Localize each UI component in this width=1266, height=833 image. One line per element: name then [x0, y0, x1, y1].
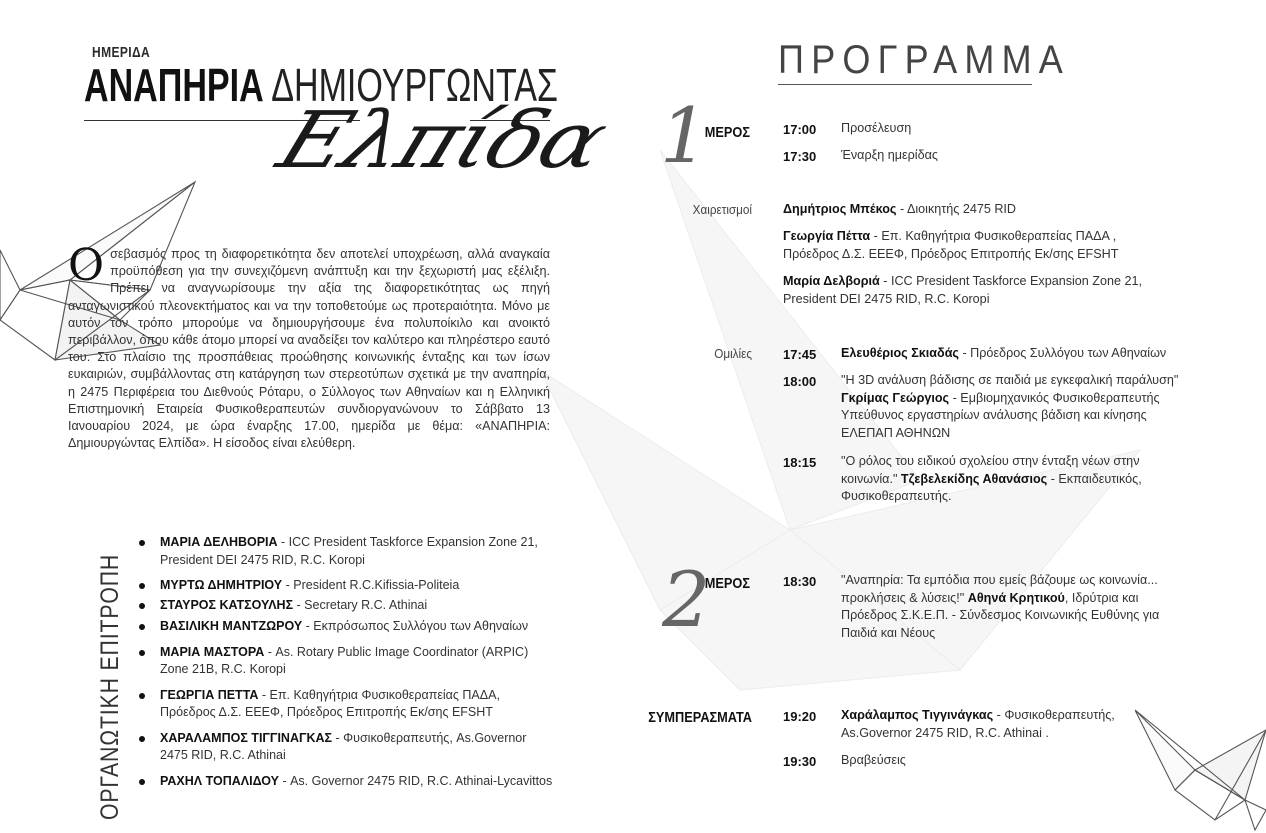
item-1700: Προσέλευση [841, 121, 912, 135]
event-title-light: ΔΗΜΙΟΥΡΓΩΝΤΑΣ [271, 59, 558, 111]
time-1800: 18:00 [783, 374, 817, 389]
committee-vertical-label: ΟΡΓΑΝΩΤΙΚΗ ΕΠΙΤΡΟΠΗ [96, 553, 124, 820]
item-1815: "Ο ρόλος του ειδικού σχολείου στην ένταξη νέων στην κοινωνία." Τζεβελεκίδης Αθανάσιος - Εκπαιδευτικός, Φυσικοθεραπευτής. [841, 454, 1142, 503]
time-1920: 19:20 [783, 709, 817, 724]
intro-paragraph [68, 240, 550, 452]
committee-member: ΧΑΡΑΛΑΜΠΟΣ ΤΙΓΓΙΝΑΓΚΑΣ - Φυσικοθεραπευτής, As.Governor 2475 RID, R.C. Athinai [136, 730, 556, 765]
time-1930: 19:30 [783, 754, 817, 769]
committee-member: ΜΥΡΤΩ ΔΗΜΗΤΡΙΟΥ - President R.C.Kifissia-Politeia [136, 577, 556, 595]
part-one-number: 1 [660, 91, 709, 180]
intro-dropcap: Ο [68, 240, 105, 291]
committee-member: ΜΑΡΙΑ ΜΑΣΤΟΡΑ - As. Rotary Public Image Coordinator (ARPIC) Zone 21B, R.C. Koropi [136, 644, 556, 679]
greetings-label: Χαιρετισμοί [692, 202, 752, 217]
item-1920: Χαράλαμπος Τιγγινάγκας - Φυσικοθεραπευτής, As.Governor 2475 RID, R.C. Athinai . [841, 708, 1115, 740]
time-1815: 18:15 [783, 455, 817, 470]
item-1730: Έναρξη ημερίδας [841, 148, 938, 162]
item-1745: Ελευθέριος Σκιαδάς - Πρόεδρος Συλλόγου των Αθηναίων [841, 346, 1167, 360]
part-two-number: 2 [662, 555, 711, 644]
program-title: ΠΡΟΓΡΑΜΜΑ [778, 38, 1070, 82]
committee-member: ΒΑΣΙΛΙΚΗ ΜΑΝΤΖΩΡΟΥ - Εκπρόσωπος Συλλόγου των Αθηναίων [136, 618, 556, 636]
event-kicker: ΗΜΕΡΙΔΑ [92, 44, 151, 61]
origami-crane-right-illustration [1135, 690, 1266, 833]
greeting-2: Γεωργία Πέττα - Επ. Καθηγήτρια Φυσικοθεραπείας ΠΑΔΑ , Πρόεδρος Δ.Σ. ΕΕΕΦ, Πρόεδρος Επιτροπής Εκ/σης EFSHT [783, 229, 1119, 261]
committee-list [136, 534, 556, 798]
time-1700: 17:00 [783, 122, 817, 137]
committee-member: ΜΑΡΙΑ ΔΕΛΗΒΟΡΙΑ - ICC President Taskforce Expansion Zone 21, President DEI 2475 RID, R.C. Koropi [136, 534, 556, 569]
time-1730: 17:30 [783, 149, 817, 164]
time-1830: 18:30 [783, 574, 817, 589]
conclusions-label: ΣΥΜΠΕΡΑΣΜΑΤΑ [648, 709, 752, 726]
committee-member: ΓΕΩΡΓΙΑ ΠΕΤΤΑ - Επ. Καθηγήτρια Φυσικοθεραπείας ΠΑΔΑ, Πρόεδρος Δ.Σ. ΕΕΕΦ, Πρόεδρος Επιτροπής Εκ/σης EFSHT [136, 687, 556, 722]
item-1800: "Η 3D ανάλυση βάδισης σε παιδιά με εγκεφαλική παράλυση" Γκρίμας Γεώργιος - Εμβιομηχανικός Φυσικοθεραπευτής Υπεύθυνος εργαστηρίων ανάλυσης βάδιση και κίνησης ΕΛΕΠΑΠ ΑΘΗΝΩΝ [841, 373, 1179, 440]
time-1745: 17:45 [783, 347, 817, 362]
part-two-label: ΜΕΡΟΣ [704, 575, 750, 592]
intro-text: σεβασμός προς τη διαφορετικότητα δεν αποτελεί υποχρέωση, αλλά αναγκαία προϋπόθεση για την συνεχιζόμενη ανάπτυξη και την ξεχωριστή μας εξέλιξη. Πρέπει να αναγνωρίσουμε την αξία της διαφορετικότητας ως πηγή ανταγωνιστικού πλεονεκτήματος και να την τοποθετούμε ως προτεραιότητα. Μόνο με αυτόν τον τρόπο μπορούμε να δημιουργήσουμε ένα πολυποίκιλο και ανοικτό περιβάλλον, όπου κάθε άτομο μπορεί να αναδείξει τον καλύτερο και πληρέστερο εαυτό του. Στο πλαίσιο της προσπάθειας προώθησης κοινωνικής ένταξης και των ίσων ευκαιριών, συμβάλλοντας στη κατάργηση των στερεοτύπων σχετικά με την αναπηρία, η 2475 Περιφέρεια του Διεθνούς Ρόταρυ, ο Σύλλογος των Αθηναίων και η Ελληνική Επιστημονική Εταιρεία Φυσικοθεραπευτών συνδιοργανώνουν το Σάββατο 13 Ιανουαρίου 2024, με ώρα έναρξης 17.00, ημερίδα με θέμα: «ΑΝΑΠΗΡΙΑ: Δημιουργώντας Ελπίδα». Η είσοδος είναι ελεύθερη. [68, 247, 550, 451]
item-1830: "Αναπηρία: Τα εμπόδια που εμείς βάζουμε ως κοινωνία... προκλήσεις & λύσεις!" Αθηνά Κρητικού, Ιδρύτρια και Πρόεδρος Σ.Κ.Ε.Π. - Σύνδεσμος Κοινωνικής Ευθύνης για Παιδιά και Νέους [841, 573, 1160, 640]
greeting-1: Δημήτριος Μπέκος - Διοικητής 2475 RID [783, 202, 1017, 216]
greeting-3: Μαρία Δελβοριά - ICC President Taskforce Expansion Zone 21, President DEI 2475 RID, R.C. Koropi [783, 274, 1143, 306]
committee-member: ΡΑΧΗΛ ΤΟΠΑΛΙΔΟΥ - As. Governor 2475 RID, R.C. Athinai-Lycavittos [136, 773, 556, 791]
part-one-label: ΜΕΡΟΣ [704, 124, 750, 141]
program-title-underline [778, 84, 1032, 85]
event-title-script: Ελπίδα [266, 96, 618, 186]
item-1930: Βραβεύσεις [841, 753, 906, 767]
committee-member: ΣΤΑΥΡΟΣ ΚΑΤΣΟΥΛΗΣ - Secretary R.C. Athinai [136, 597, 556, 615]
talks-label: Ομιλίες [714, 346, 752, 361]
event-title-bold: ΑΝΑΠΗΡΙΑ [84, 59, 264, 111]
